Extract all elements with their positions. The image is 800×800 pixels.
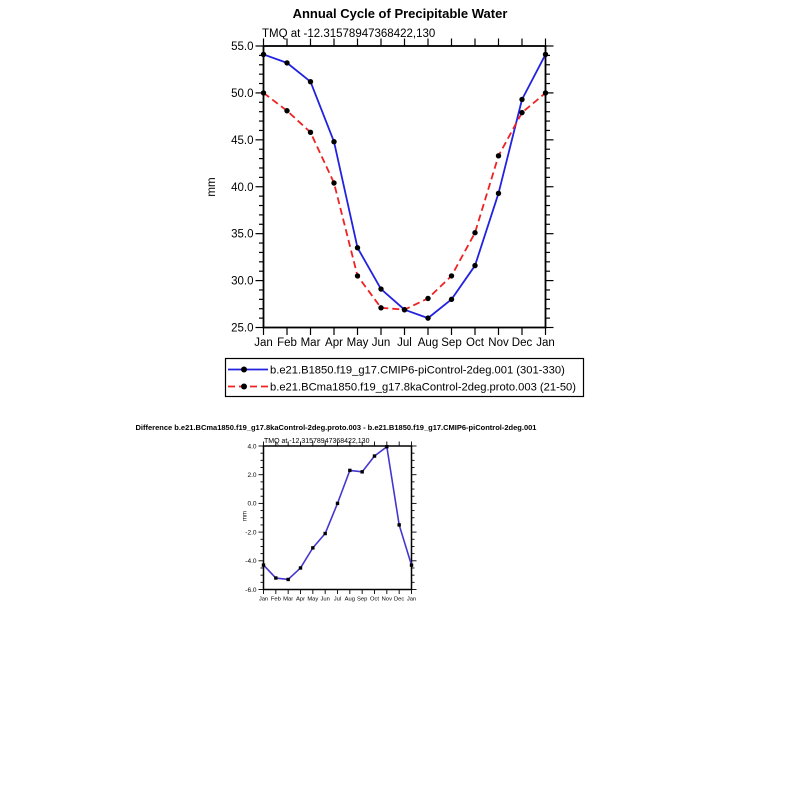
data-point-marker [355, 273, 360, 278]
y-tick-label: 30.0 [231, 275, 254, 288]
legend [226, 359, 584, 397]
x-tick-label: Dec [511, 337, 533, 349]
x-tick-label: Mar [283, 596, 294, 603]
x-tick-label: Jun [320, 596, 330, 603]
data-point-marker [284, 60, 289, 65]
x-tick-label: Feb [277, 337, 297, 349]
plot-frame [264, 446, 412, 590]
bottom-chart-y-axis-label: mm [242, 511, 249, 521]
data-point-marker [425, 315, 430, 320]
data-point-marker [308, 79, 313, 84]
y-tick-label: 35.0 [231, 228, 254, 241]
data-point-marker [331, 180, 336, 185]
x-tick-label: Oct [466, 337, 484, 349]
x-tick-label: Aug [344, 596, 355, 603]
x-tick-label: Sep [441, 337, 462, 349]
data-point-marker [402, 307, 407, 312]
x-tick-label: Jan [406, 596, 417, 603]
x-tick-label: May [307, 596, 319, 603]
data-point-marker [543, 90, 548, 95]
data-point-marker [385, 445, 388, 448]
x-tick-label: Jul [397, 337, 412, 349]
top-chart-plot [231, 39, 555, 350]
x-tick-label: Jan [536, 337, 555, 349]
x-tick-label: Jan [258, 596, 269, 603]
data-point-marker [360, 470, 363, 473]
data-point-marker [449, 297, 454, 302]
y-tick-label: 25.0 [231, 322, 254, 335]
x-tick-label: May [346, 337, 369, 349]
y-tick-label: 50.0 [231, 87, 254, 100]
y-tick-label: -4.0 [245, 558, 257, 566]
x-tick-label: Jul [333, 596, 342, 603]
x-tick-label: Feb [270, 596, 281, 603]
x-tick-label: Jun [371, 337, 391, 349]
x-tick-label: Jan [254, 337, 273, 349]
x-tick-label: Aug [417, 337, 439, 349]
series-line-0 [264, 447, 412, 580]
legend-label-picontrol: b.e21.B1850.f19_g17.CMIP6-piControl-2deg.001 (301-330) [270, 364, 565, 377]
data-point-marker [425, 296, 430, 301]
data-point-marker [311, 546, 314, 549]
data-point-marker [519, 110, 524, 115]
y-tick-label: 40.0 [231, 181, 254, 194]
data-point-marker [496, 191, 501, 196]
x-tick-label: Sep [357, 596, 368, 603]
data-point-marker [284, 108, 289, 113]
y-tick-label: 0.0 [247, 500, 257, 508]
data-point-marker [299, 566, 302, 569]
x-tick-label: Nov [381, 596, 392, 603]
legend-label-8kacontrol: b.e21.BCma1850.f19_g17.8kaControl-2deg.proto.003 (21-50) [270, 381, 577, 394]
top-chart-title: Annual Cycle of Precipitable Water [292, 6, 508, 21]
data-point-marker [472, 230, 477, 235]
data-point-marker [323, 532, 326, 535]
data-point-marker [261, 90, 266, 95]
top-chart-subtitle: TMQ at -12.31578947368422,130 [262, 28, 436, 40]
top-chart-y-axis-label: mm [206, 177, 218, 197]
data-point-marker [397, 523, 400, 526]
data-point-marker [262, 563, 265, 566]
data-point-marker [496, 153, 501, 158]
x-tick-label: Mar [300, 337, 321, 349]
data-point-marker [308, 130, 313, 135]
x-tick-label: Nov [488, 337, 509, 349]
y-tick-label: -6.0 [245, 586, 257, 594]
data-point-marker [378, 286, 383, 291]
data-point-marker [410, 563, 413, 566]
y-tick-label: 4.0 [247, 443, 257, 451]
x-tick-label: Dec [394, 596, 405, 603]
y-tick-label: 2.0 [247, 472, 257, 479]
data-point-marker [519, 97, 524, 102]
data-point-marker [274, 576, 277, 579]
data-point-marker [378, 305, 383, 310]
data-point-marker [261, 52, 266, 57]
legend-marker-8kacontrol [241, 384, 247, 390]
data-point-marker [348, 469, 351, 472]
bottom-chart-subtitle: TMQ at -12.31578947368422,130 [264, 438, 370, 445]
y-tick-label: 55.0 [231, 41, 254, 53]
data-point-marker [543, 52, 548, 57]
data-point-marker [336, 502, 339, 505]
x-tick-label: Oct [369, 596, 380, 603]
x-tick-label: Apr [325, 337, 343, 349]
data-point-marker [472, 263, 477, 268]
y-tick-label: -2.0 [245, 529, 257, 537]
bottom-chart-plot [242, 442, 417, 603]
legend-marker-picontrol [241, 367, 247, 373]
plot-frame [264, 46, 546, 328]
data-point-marker [373, 454, 376, 457]
y-tick-label: 45.0 [231, 134, 254, 147]
data-point-marker [331, 139, 336, 144]
x-tick-label: Apr [295, 596, 306, 603]
series-line-1 [264, 93, 546, 310]
bottom-chart-title: Difference b.e21.BCma1850.f19_g17.8kaControl-2deg.proto.003 - b.e21.B1850.f19_g17.CMIP6-piControl-2deg.001 [135, 423, 537, 432]
series-line-0 [264, 54, 546, 318]
data-point-marker [286, 578, 289, 581]
data-point-marker [355, 245, 360, 250]
data-point-marker [449, 273, 454, 278]
